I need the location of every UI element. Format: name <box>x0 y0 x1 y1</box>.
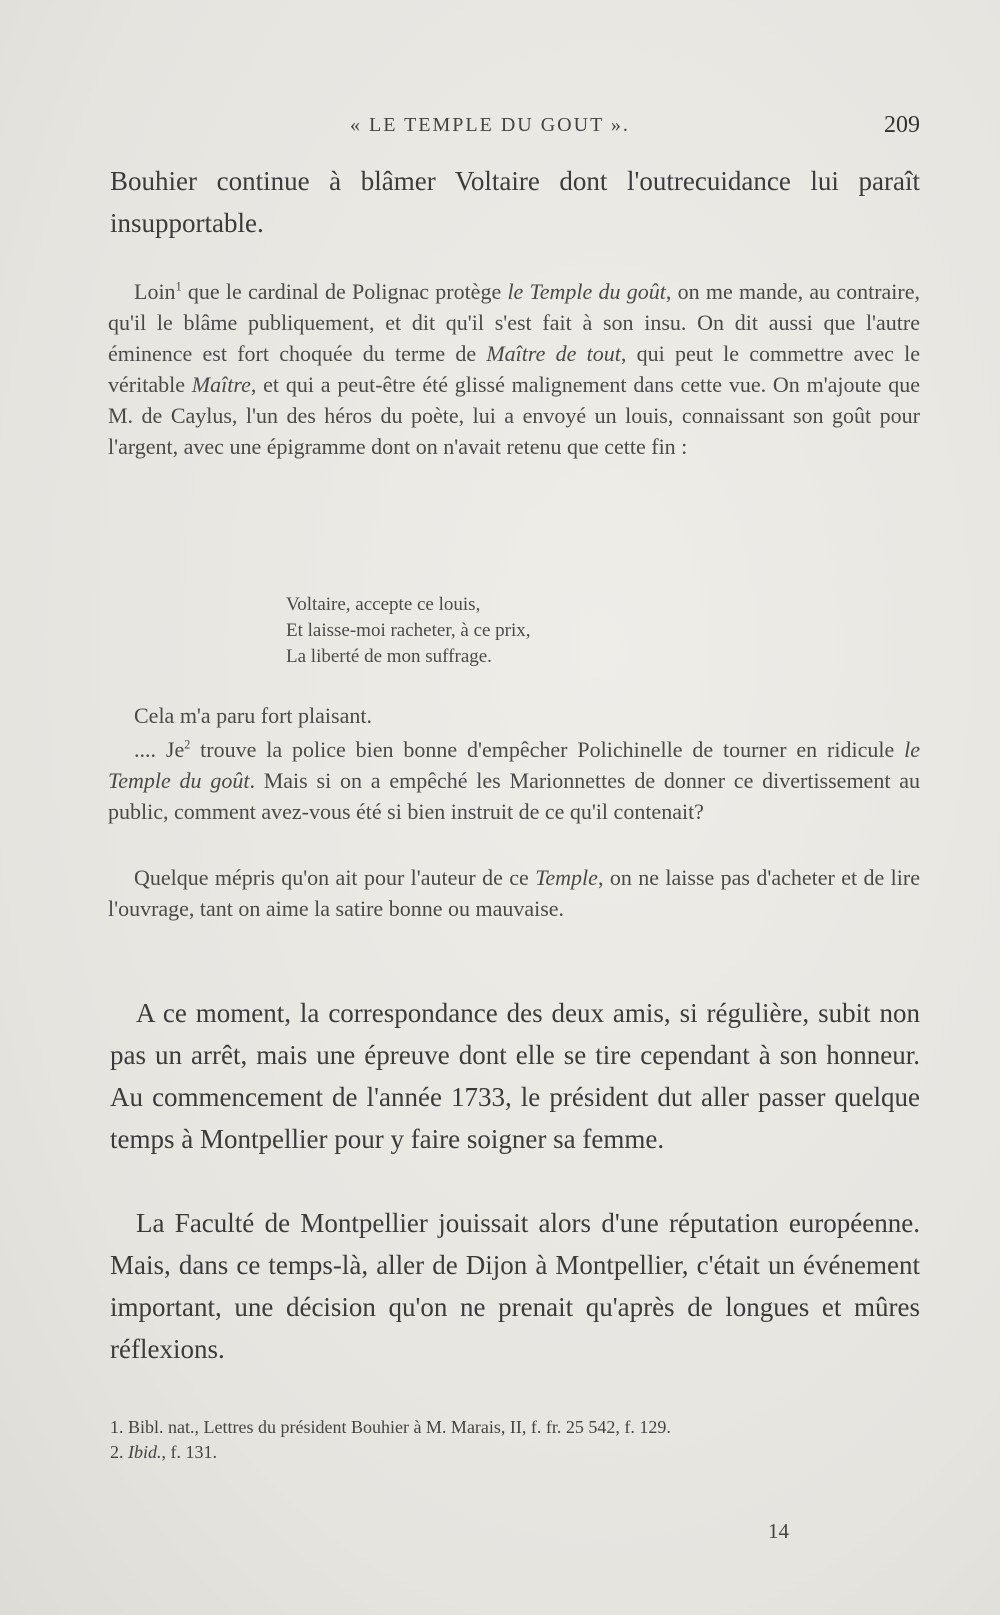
intro-paragraph: Bouhier continue à blâmer Voltaire dont l'outrecuidance lui paraît insupportable. <box>110 166 920 238</box>
italic-title: le Temple du goût <box>108 737 921 793</box>
quote-text-segment: que le cardinal de Polignac protège <box>181 279 508 304</box>
page-number: 209 <box>884 112 920 138</box>
footnote-text: , f. 131. <box>161 1442 217 1462</box>
quote-text-segment: trouve la police bien bonne d'empêcher Polichinelle de tourner en ridicule <box>190 737 905 762</box>
footnote-number: 2. <box>110 1442 128 1462</box>
quote-text-segment: Quelque mépris qu'on ait pour l'auteur de ce <box>134 865 536 890</box>
footnotes <box>88 1415 908 1465</box>
quote-start: Loin <box>134 279 176 304</box>
quote-paragraph-2 <box>108 700 920 731</box>
quote-paragraph-4 <box>108 862 920 924</box>
verse-line: Et laisse-moi racheter, à ce prix, <box>286 620 531 641</box>
verse-line: La liberté de mon suffrage. <box>286 646 492 667</box>
footnote-ref-1[interactable]: 1 <box>175 279 182 294</box>
footnote-2 <box>88 1440 908 1465</box>
italic-title: Temple <box>535 865 598 890</box>
quote-paragraph-3 <box>108 734 920 827</box>
verse-line: Voltaire, accepte ce louis, <box>286 594 481 615</box>
body-paragraph-1: A ce moment, la correspondance des deux amis, si régulière, subit non pas un arrêt, mais une épreuve dont elle se tire cependant à son honneur. Au commencement de l'année 1733, le président dut aller passer quelque temps à Montpellier pour y faire soigner sa femme. <box>110 998 920 1154</box>
quote-start: .... Je <box>134 737 185 762</box>
quote-text-segment: , on me mande, au contraire, qu'il le blâme publiquement, et dit qu'il s'est fait à son insu. On dit aussi que l'autre éminence est fort choquée du terme de <box>108 279 920 366</box>
footnote-1: 1. Bibl. nat., Lettres du président Bouhier à M. Marais, II, f. fr. 25 542, f. 129. <box>110 1417 671 1437</box>
quote-text-segment: . Mais si on a empêché les Marionnettes de donner ce divertissement au public, comment avez-vous été si bien instruit de ce qu'il contenait? <box>108 768 920 824</box>
signature-mark: 14 <box>768 1519 789 1543</box>
quote-text-segment: , et qui a peut-être été glissé malignement dans cette vue. On m'ajoute que M. de Caylus, l'un des héros du poète, lui a envoyé un louis, connaissant son goût pour l'argent, avec une épigramme dont on n'avait retenu que cette fin : <box>108 372 920 459</box>
italic-title: le Temple du goût <box>507 279 666 304</box>
body-paragraph-2: La Faculté de Montpellier jouissait alors d'une réputation européenne. Mais, dans ce temps-là, aller de Dijon à Montpellier, c'était un événement important, une décision qu'on ne prenait qu'après de longues et mûres réflexions. <box>110 1208 920 1364</box>
page-header <box>100 114 920 146</box>
running-title: « LE TEMPLE DU GOUT ». <box>350 114 630 136</box>
italic-term: Maître de tout <box>486 341 621 366</box>
quote-text-segment: , on ne laisse pas d'acheter et de lire l'ouvrage, tant on aime la satire bonne ou mauvaise. <box>108 865 920 921</box>
footnote-italic: Ibid. <box>128 1442 162 1462</box>
italic-term: Maître <box>191 372 251 397</box>
epigram-verse <box>286 592 531 670</box>
quote-line: Cela m'a paru fort plaisant. <box>134 703 372 728</box>
quote-text-segment: , qui peut le commettre avec le véritable <box>108 341 920 397</box>
quote-paragraph-1 <box>108 276 920 462</box>
footnote-ref-2[interactable]: 2 <box>184 737 191 752</box>
